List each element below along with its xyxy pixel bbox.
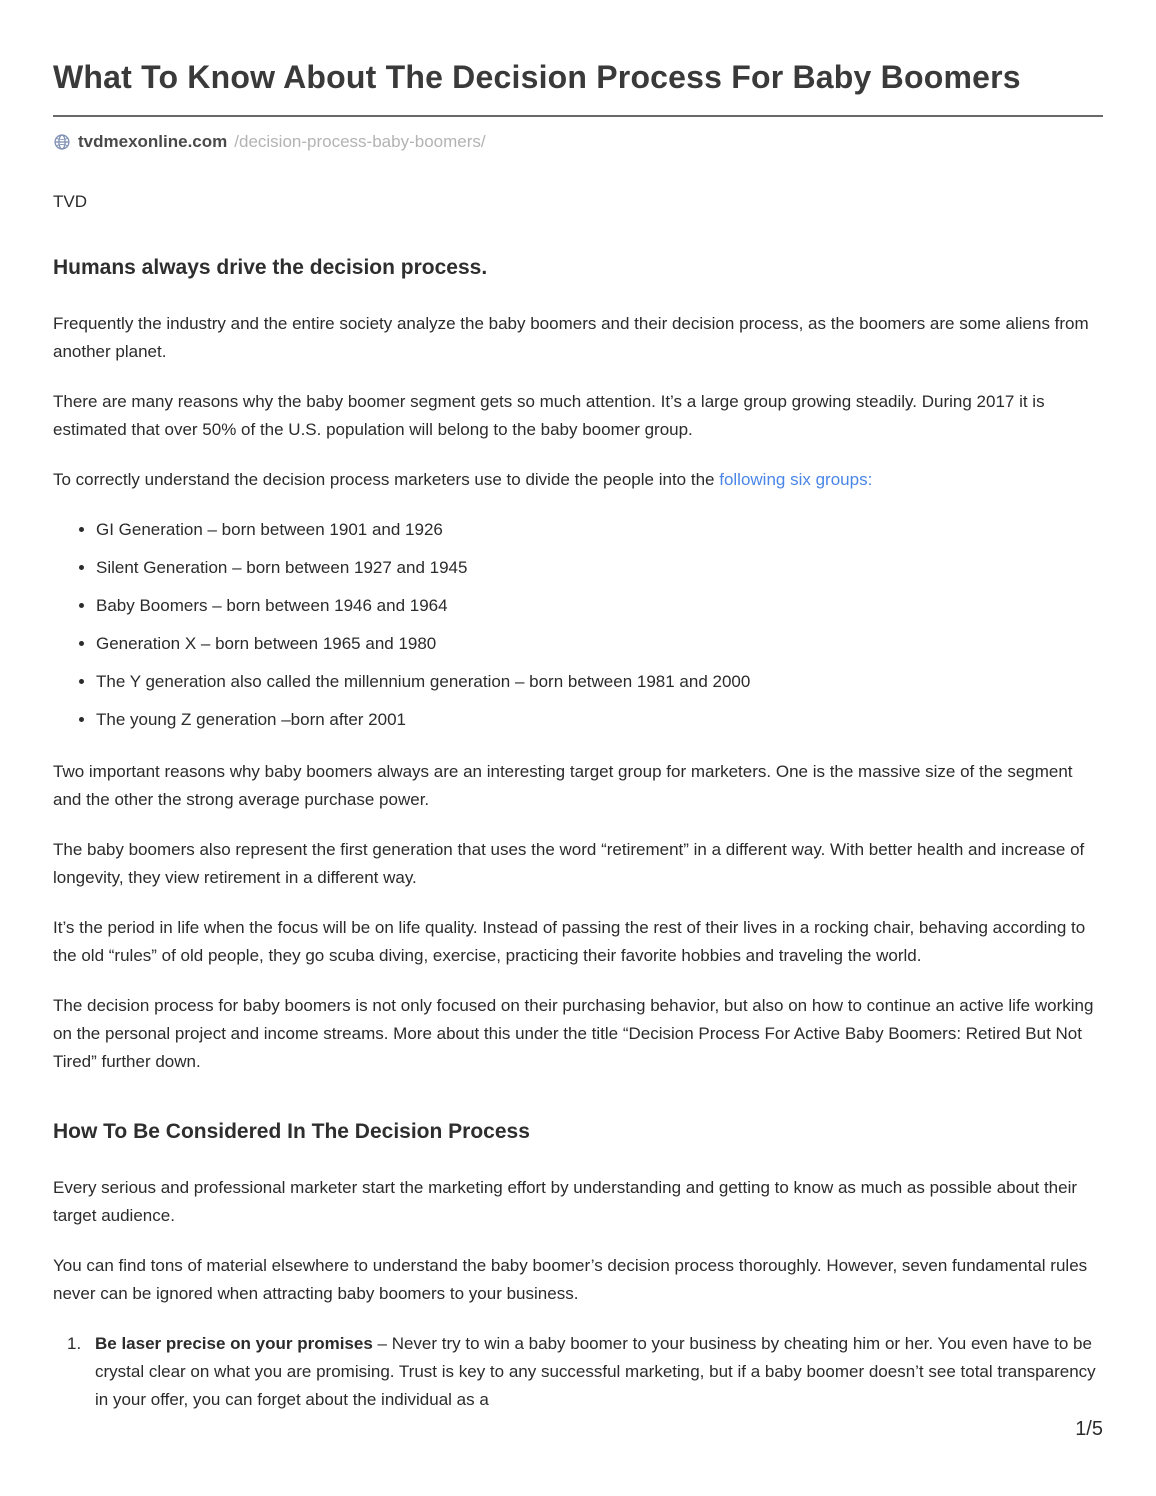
source-url-row: [53, 132, 1103, 152]
rule-number: 1.: [67, 1334, 82, 1354]
list-item-gi-generation: • GI Generation – born between 1901 and 1926: [96, 516, 1103, 544]
rule-lead-text: Be laser precise on your promises: [95, 1334, 373, 1354]
source-domain: tvdmexonline.com: [78, 132, 228, 152]
paragraph-industry-analyze: Frequently the industry and the entire society analyze the baby boomers and their decision process, as the boomers are some aliens from another planet.: [53, 314, 1089, 362]
rule-item-laser-precise: [67, 1330, 1103, 1414]
source-path: /decision-process-baby-boomers/: [234, 132, 486, 152]
list-item-baby-boomers: • Baby Boomers – born between 1946 and 1964: [96, 592, 1103, 620]
list-item-silent-generation: • Silent Generation – born between 1927 and 1945: [96, 554, 1103, 582]
page-number-indicator: 1/5: [1075, 1418, 1103, 1441]
paragraph-six-groups-text: To correctly understand the decision process marketers use to divide the people into the: [53, 470, 720, 490]
paragraph-six-groups: [53, 466, 1103, 494]
page-title: What To Know About The Decision Process For Baby Boomers: [53, 59, 1021, 95]
list-item-generation-y: • The Y generation also called the millennium generation – born between 1981 and 2000: [96, 668, 1103, 696]
paragraph-retirement-word: The baby boomers also represent the first generation that uses the word “retirement” in a different way. With better health and increase of longevity, they view retirement in a different way.: [53, 840, 1085, 888]
section-heading-how-to-be-considered: How To Be Considered In The Decision Process: [53, 1120, 530, 1144]
rule-body-text: – Never try to win a baby boomer to your business by cheating him or her. You even have to be crystal clear on what you are promising. Trust is key to any successful marketing, but if a baby boomer doesn’t see total transparency in your offer, you can forget about the individual as a: [95, 1334, 1096, 1410]
globe-favicon-icon: [53, 133, 71, 151]
title-divider: [53, 115, 1103, 117]
byline: TVD: [53, 192, 87, 212]
paragraph-serious-marketer: Every serious and professional marketer start the marketing effort by understanding and getting to know as much as possible about their target audience.: [53, 1178, 1078, 1226]
six-groups-link[interactable]: following six groups:: [719, 470, 873, 490]
section-heading-humans-drive: Humans always drive the decision process.: [53, 256, 488, 280]
paragraph-life-quality: It’s the period in life when the focus will be on life quality. Instead of passing the rest of their lives in a rocking chair, behaving according to the old “rules” of old people, they go scuba diving, exercise, practicing their favorite hobbies and traveling the world.: [53, 918, 1086, 966]
paragraph-active-life: The decision process for baby boomers is not only focused on their purchasing behavior, but also on how to continue an active life working on the personal project and income streams. More about this under the title “Decision Process For Active Baby Boomers: Retired But Not Tired” further down.: [53, 996, 1094, 1072]
generation-list: [53, 516, 1103, 734]
paragraph-two-reasons: Two important reasons why baby boomers always are an interesting target group for marketers. One is the massive size of the segment and the other the strong average purchase power.: [53, 762, 1073, 810]
list-item-generation-z: • The young Z generation –born after 2001: [96, 706, 1103, 734]
rules-list: [53, 1330, 1103, 1414]
list-item-generation-x: • Generation X – born between 1965 and 1980: [96, 630, 1103, 658]
paragraph-tons-of-material: You can find tons of material elsewhere to understand the baby boomer’s decision process thoroughly. However, seven fundamental rules never can be ignored when attracting baby boomers to your business.: [53, 1256, 1088, 1304]
paragraph-many-reasons: There are many reasons why the baby boomer segment gets so much attention. It’s a large group growing steadily. During 2017 it is estimated that over 50% of the U.S. population will belong to the baby boomer group.: [53, 392, 1045, 440]
